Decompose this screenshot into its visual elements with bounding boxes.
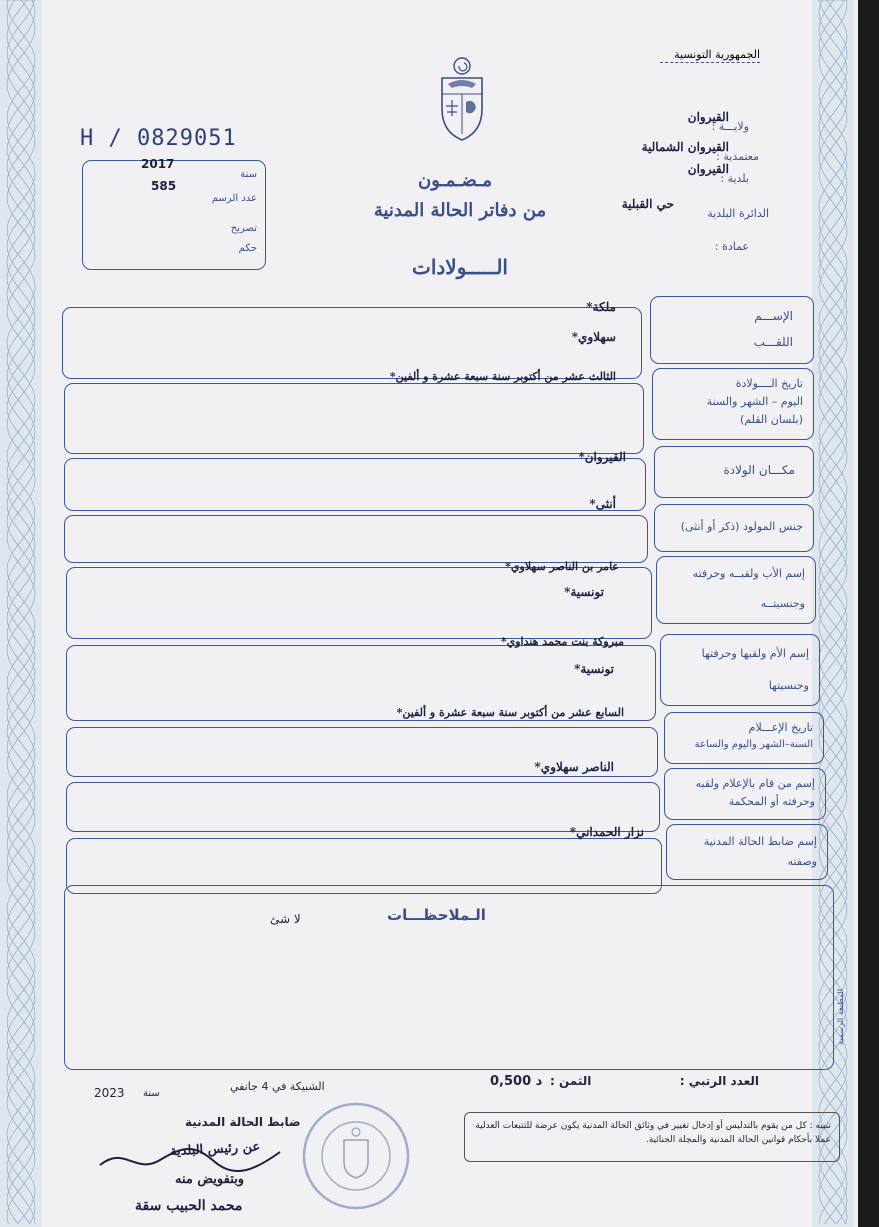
label-declaration-date: تاريخ الإعـــلام [748, 721, 813, 734]
notice-box [464, 1112, 840, 1162]
value-surname: سهلاوي* [571, 330, 616, 344]
price-label: الثمن : [550, 1074, 592, 1088]
value-birthplace: القيروان* [578, 450, 626, 464]
coat-of-arms-icon [432, 54, 492, 144]
label-surname: اللقـــب [753, 335, 793, 349]
value-box-father [66, 567, 652, 639]
header-value-delegation: القيروان الشمالية [641, 140, 729, 154]
background-strip [858, 0, 879, 1227]
document-title-line2: من دفاتر الحالة المدنية [373, 200, 547, 221]
republic-label: الجمهورية التونسية [674, 48, 760, 61]
issue-year: 2023 [94, 1086, 125, 1100]
value-box-birthdate [64, 383, 644, 454]
header-value-wilaya: القيروان [687, 110, 729, 124]
register-box [82, 157, 266, 270]
left-guilloche-border [0, 0, 42, 1227]
value-father-nationality: تونسية* [564, 585, 604, 599]
register-declaration: تصريح [230, 223, 257, 234]
label-box-birthdate [652, 368, 814, 440]
label-box-birthplace [654, 446, 814, 498]
label-box-mother [660, 634, 820, 706]
label-declarant-sub: وحرفته أو المحكمة [728, 795, 815, 808]
header-label-imada: عمادة : [714, 240, 749, 253]
remarks-value: لا شئ [270, 912, 301, 926]
official-stamp-icon [300, 1100, 412, 1212]
label-box-declaration-date [664, 712, 824, 764]
value-sex: أنثى* [589, 497, 616, 511]
register-year: 2017 [141, 157, 175, 171]
value-mother-nationality: تونسية* [574, 662, 614, 676]
remarks-label: الـملاحظـــات [387, 906, 486, 924]
label-officer: إسم ضابط الحالة المدنية [703, 835, 817, 848]
register-number: 585 [151, 179, 177, 193]
value-declaration-date: السابع عشر من أكتوبر سنة سبعة عشرة و ألفين* [396, 706, 624, 719]
remarks-box [64, 885, 834, 1070]
issue-place-date: الشبيكة في 4 جانفي [230, 1080, 325, 1093]
label-box-father [656, 556, 816, 624]
order-number-label: العدد الرتبي : [679, 1074, 759, 1088]
serial-number: H / 0829051 [80, 126, 237, 151]
header-label-delegation: معتمدية : [716, 150, 759, 163]
value-box-birthplace [64, 458, 646, 511]
label-box-declarant [664, 768, 826, 820]
label-box-sex [654, 504, 814, 552]
label-birthdate: تاريخ الــــولادة [735, 377, 803, 390]
signature-line1: عن رئيس البلدية [169, 1139, 261, 1160]
value-officer: نزار الحمداني* [569, 825, 644, 839]
value-name: ملكة* [586, 300, 616, 314]
label-box-officer [666, 824, 828, 880]
header-value-municipality: القيروان [687, 162, 729, 176]
header-label-wilaya: ولايـــة : [711, 120, 749, 133]
label-birthdate-note: (بلسان القلم) [740, 413, 803, 426]
label-declarant: إسم من قام بالإعلام ولقبه [695, 777, 815, 790]
signature-scribble-icon [95, 1140, 285, 1180]
label-officer-sub: وصفته [787, 855, 817, 868]
officer-title: ضابط الحالة المدنية [185, 1115, 301, 1129]
value-box-name [62, 307, 642, 379]
label-sex: جنس المولود (ذكر أو أنثى) [680, 520, 803, 533]
signature-line2: وبتفويض منه [175, 1172, 245, 1187]
label-birthdate-sub: اليوم – الشهر والسنة [706, 395, 803, 408]
header-label-district: الدائرة البلدية [707, 207, 769, 220]
notice-text: تنبيه : كل من يقوم بالتدليس أو إدخال تغيير في وثائق الحالة المدنية يكون عرضة للتتبعات العدلية عملا بأحكام قوانين الحالة المدنية والمجلة الجنائية. [475, 1121, 831, 1146]
label-father: إسم الأب ولقبــه وحرفته [692, 567, 805, 580]
register-number-label: عدد الرسم [211, 193, 257, 204]
document-title-births: الـــــولادات [412, 255, 508, 279]
label-mother-sub: وجنسيتها [768, 679, 809, 692]
republic-underline [660, 62, 760, 64]
label-father-sub: وجنسيتــه [760, 597, 805, 610]
label-birthplace: مكـــان الولادة [723, 463, 795, 477]
price-value: 0,500 د [490, 1074, 543, 1089]
label-declaration-date-sub: السنة–الشهر واليوم والساعة [694, 739, 813, 750]
signature-line3: محمد الحبيب سقة [135, 1198, 243, 1214]
value-father: عامر بن الناصر سهلاوي* [505, 560, 619, 573]
printer-mark: المطبعة الرسمية [836, 988, 845, 1045]
register-year-label: سنة [240, 169, 257, 180]
value-declarant: الناصر سهلاوي* [534, 760, 614, 774]
document-title-line1: مـضـمـون [418, 170, 492, 191]
header-value-district: حي القبلية [621, 197, 674, 211]
label-mother: إسم الأم ولقبها وحرفتها [701, 647, 809, 660]
header-label-municipality: بلدية : [720, 172, 749, 185]
value-mother: مبروكة بنت محمد هنداوي* [500, 635, 624, 648]
issue-year-label: سنة [143, 1088, 160, 1099]
value-birthdate: الثالث عشر من أكتوبر سنة سبعة عشرة و ألفين* [389, 370, 616, 383]
label-name: الإســـم [754, 309, 793, 323]
register-judgment: حكم [238, 243, 257, 254]
value-box-sex [64, 515, 648, 563]
label-box-name [650, 296, 814, 364]
